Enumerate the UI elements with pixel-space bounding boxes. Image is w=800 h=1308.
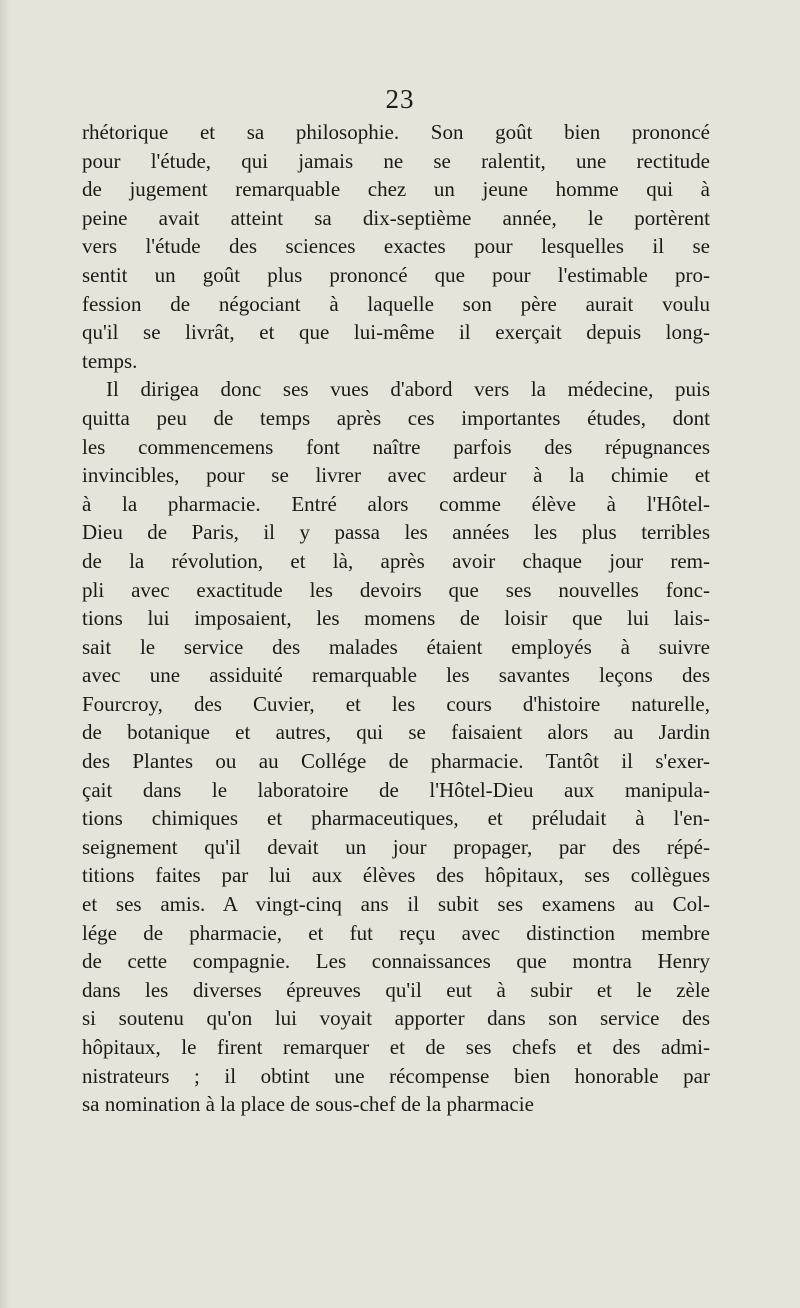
- text-line: nistrateurs ; il obtint une récompense bien honorable par: [82, 1063, 710, 1088]
- text-line: de jugement remarquable chez un jeune homme qui à: [82, 177, 710, 202]
- text-line: seignement qu'il devait un jour propager, par des répé-: [82, 834, 710, 859]
- text-line: titions faites par lui aux élèves des hôpitaux, ses collègues: [82, 863, 710, 888]
- text-line: çait dans le laboratoire de l'Hôtel-Dieu aux manipula-: [82, 777, 710, 802]
- text-line: tions lui imposaient, les momens de loisir que lui lais-: [82, 606, 710, 631]
- text-line: tions chimiques et pharmaceutiques, et préludait à l'en-: [82, 806, 710, 831]
- text-line: de la révolution, et là, après avoir chaque jour rem-: [82, 548, 710, 573]
- text-line: hôpitaux, le firent remarquer et de ses chefs et des admi-: [82, 1035, 710, 1059]
- text-line: fession de négociant à laquelle son père aurait voulu: [82, 291, 710, 316]
- text-line: sentit un goût plus prononcé que pour l'estimable pro-: [82, 262, 710, 287]
- text-line: vers l'étude des sciences exactes pour lesquelles il se: [82, 234, 710, 259]
- text-line: rhétorique et sa philosophie. Son goût bien prononcé: [82, 120, 710, 144]
- text-line: avec une assiduité remarquable les savantes leçons des: [82, 663, 710, 688]
- text-line: des Plantes ou au Collége de pharmacie. Tantôt il s'exer-: [82, 749, 710, 774]
- text-line: pli avec exactitude les devoirs que ses nouvelles fonc-: [82, 577, 710, 602]
- text-line: si soutenu qu'on lui voyait apporter dans son service des: [82, 1006, 710, 1031]
- text-line: de botanique et autres, qui se faisaient alors au Jardin: [82, 720, 710, 745]
- text-line: sait le service des malades étaient employés à suivre: [82, 634, 710, 659]
- text-line: qu'il se livrât, et que lui-même il exerçait depuis long-: [82, 320, 710, 345]
- page-edge-shadow: [0, 0, 10, 1308]
- text-line: et ses amis. A vingt-cinq ans il subit ses examens au Col-: [82, 892, 710, 917]
- text-line: quitta peu de temps après ces importantes études, dont: [82, 405, 710, 430]
- text-line: peine avait atteint sa dix-septième année, le portèrent: [82, 205, 710, 230]
- text-line: Dieu de Paris, il y passa les années les plus terribles: [82, 520, 710, 545]
- text-line: Fourcroy, des Cuvier, et les cours d'histoire naturelle,: [82, 691, 710, 716]
- page-number: 23: [385, 84, 415, 114]
- body-text: [82, 118, 710, 1119]
- text-line: les commencemens font naître parfois des répugnances: [82, 434, 710, 459]
- text-line: temps.: [82, 348, 138, 373]
- text-line: Il dirigea donc ses vues d'abord vers la médecine, puis: [106, 377, 710, 402]
- text-line: à la pharmacie. Entré alors comme élève à l'Hôtel-: [82, 491, 710, 516]
- text-line: de cette compagnie. Les connaissances que montra Henry: [82, 949, 710, 974]
- text-line: sa nomination à la place de sous-chef de la pharmacie: [82, 1092, 534, 1117]
- text-line: lége de pharmacie, et fut reçu avec distinction membre: [82, 920, 710, 945]
- text-line: invincibles, pour se livrer avec ardeur à la chimie et: [82, 463, 710, 488]
- text-line: dans les diverses épreuves qu'il eut à subir et le zèle: [82, 977, 710, 1002]
- text-line: pour l'étude, qui jamais ne se ralentit, une rectitude: [82, 148, 710, 173]
